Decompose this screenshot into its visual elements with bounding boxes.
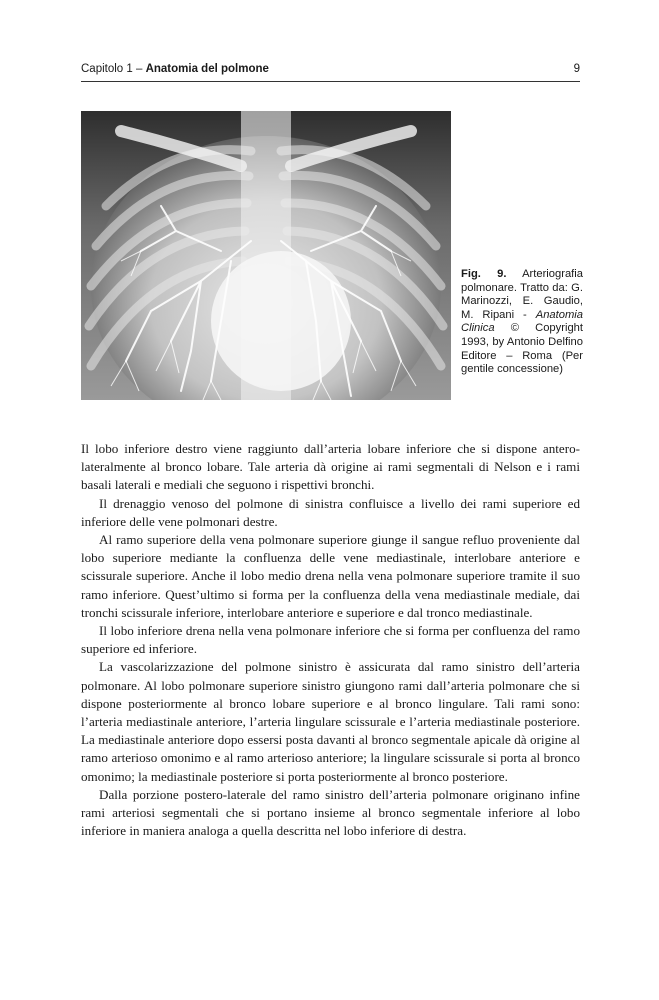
chapter-heading xyxy=(81,63,269,75)
caption-book-title: Anatomia Clinica xyxy=(461,308,583,335)
paragraph: Il lobo inferiore drena nella vena polmonare inferiore che si forma per confluenza del ramo superiore ed inferiore. xyxy=(81,623,580,657)
paragraph: Il drenaggio venoso del polmone di sinistra confluisce a livello dei rami superiore ed inferiore delle vene polmonari destre. xyxy=(81,495,580,529)
paragraph: Dalla porzione postero-laterale del ramo sinistro dell’arteria polmonare originano infine rami arteriosi segmentali che si portano insieme al bronco segmentale inferiore al lobo inferiore in maniera analoga a quella descritta nel lobo inferiore di destra. xyxy=(81,786,580,839)
chest-xray-illustration xyxy=(81,111,451,400)
arteriography-image xyxy=(81,111,451,400)
figure-label: Fig. 9. xyxy=(461,268,507,280)
page-number: 9 xyxy=(573,63,580,75)
caption-credit: © Copyright 1993, by Antonio Delfino Editore – Roma (Per gentile concessione) xyxy=(461,322,583,376)
header-rule xyxy=(81,81,580,82)
caption-text: Arteriografia polmonare. Tratto da: G. Marinozzi, E. Gaudio, M. Ripani - xyxy=(461,268,583,321)
figure-caption xyxy=(461,268,583,377)
chapter-prefix: Capitolo 1 – xyxy=(81,63,146,75)
chapter-title: Anatomia del polmone xyxy=(145,63,269,75)
running-header xyxy=(81,63,580,79)
paragraph: Il lobo inferiore destro viene raggiunto dall’arteria lobare inferiore che si dispone antero-lateralmente al bronco lobare. Tale arteria dà origine ai rami segmentali di Nelson e i rami basali laterali e mediali che seguono i rispettivi bronchi. xyxy=(81,441,580,493)
paragraph: Al ramo superiore della vena polmonare superiore giunge il sangue refluo proveniente dal lobo superiore mediante la confluenza delle vene mediastinale, interlobare anteriore e scissurale superiore. Anche il lobo medio drena nella vena polmonare superiore tramite il suo ramo inferiore. Quest’ultimo si forma per la confluenza della vena mediastinale mediale, dai tronchi scissurale inferiore, interlobare anteriore e superiore e dal tronco mediastinale. xyxy=(81,532,580,620)
body-text xyxy=(81,440,580,840)
paragraph: La vascolarizzazione del polmone sinistro è assicurata dal ramo sinistro dell’arteria polmonare. Al lobo polmonare superiore sinistro giungono rami dall’arteria polmonare che si dispone posteriormente al bronco lobare superiore e al bronco lingulare. Tali rami sono: l’arteria mediastinale anteriore, l’arteria lingulare scissurale e l’arteria mediastinale posteriore. La mediastinale anteriore dopo essersi posta davanti al bronco segmentale apicale dà origine al ramo arterioso omonimo e al ramo arterioso anteriore; la lingulare scissurale si porta al bronco omonimo; la mediastinale posteriore si porta posteriormente al bronco posteriore. xyxy=(81,659,580,784)
